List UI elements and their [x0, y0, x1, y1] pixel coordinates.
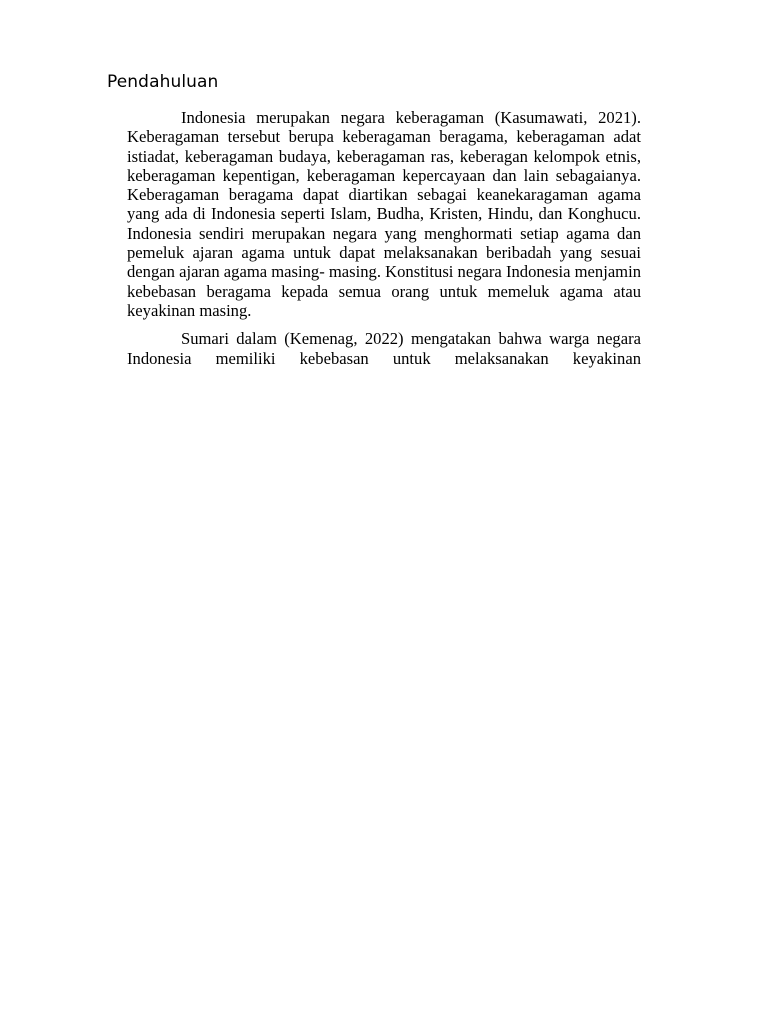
paragraph: Sumari dalam (Kemenag, 2022) mengatakan bahwa warga negara Indonesia memiliki kebebasan untuk melaksanakan keyakinan	[127, 329, 641, 368]
body-text	[127, 108, 641, 377]
section-heading: Pendahuluan	[107, 72, 219, 92]
paragraph: Indonesia merupakan negara keberagaman (Kasumawati, 2021). Keberagaman tersebut berupa keberagaman beragama, keberagaman adat istiadat, keberagaman budaya, keberagaman ras, keberagan kelompok etnis, keberagaman kepentigan, keberagaman kepercayaan dan lain sebagaianya. Keberagaman beragama dapat diartikan sebagai keanekaragaman agama yang ada di Indonesia seperti Islam, Budha, Kristen, Hindu, dan Konghucu. Indonesia sendiri merupakan negara yang menghormati setiap agama dan pemeluk ajaran agama untuk dapat melaksanakan beribadah yang sesuai dengan ajaran agama masing- masing. Konstitusi negara Indonesia menjamin kebebasan beragama kepada semua orang untuk memeluk agama atau keyakinan masing.	[127, 108, 641, 320]
